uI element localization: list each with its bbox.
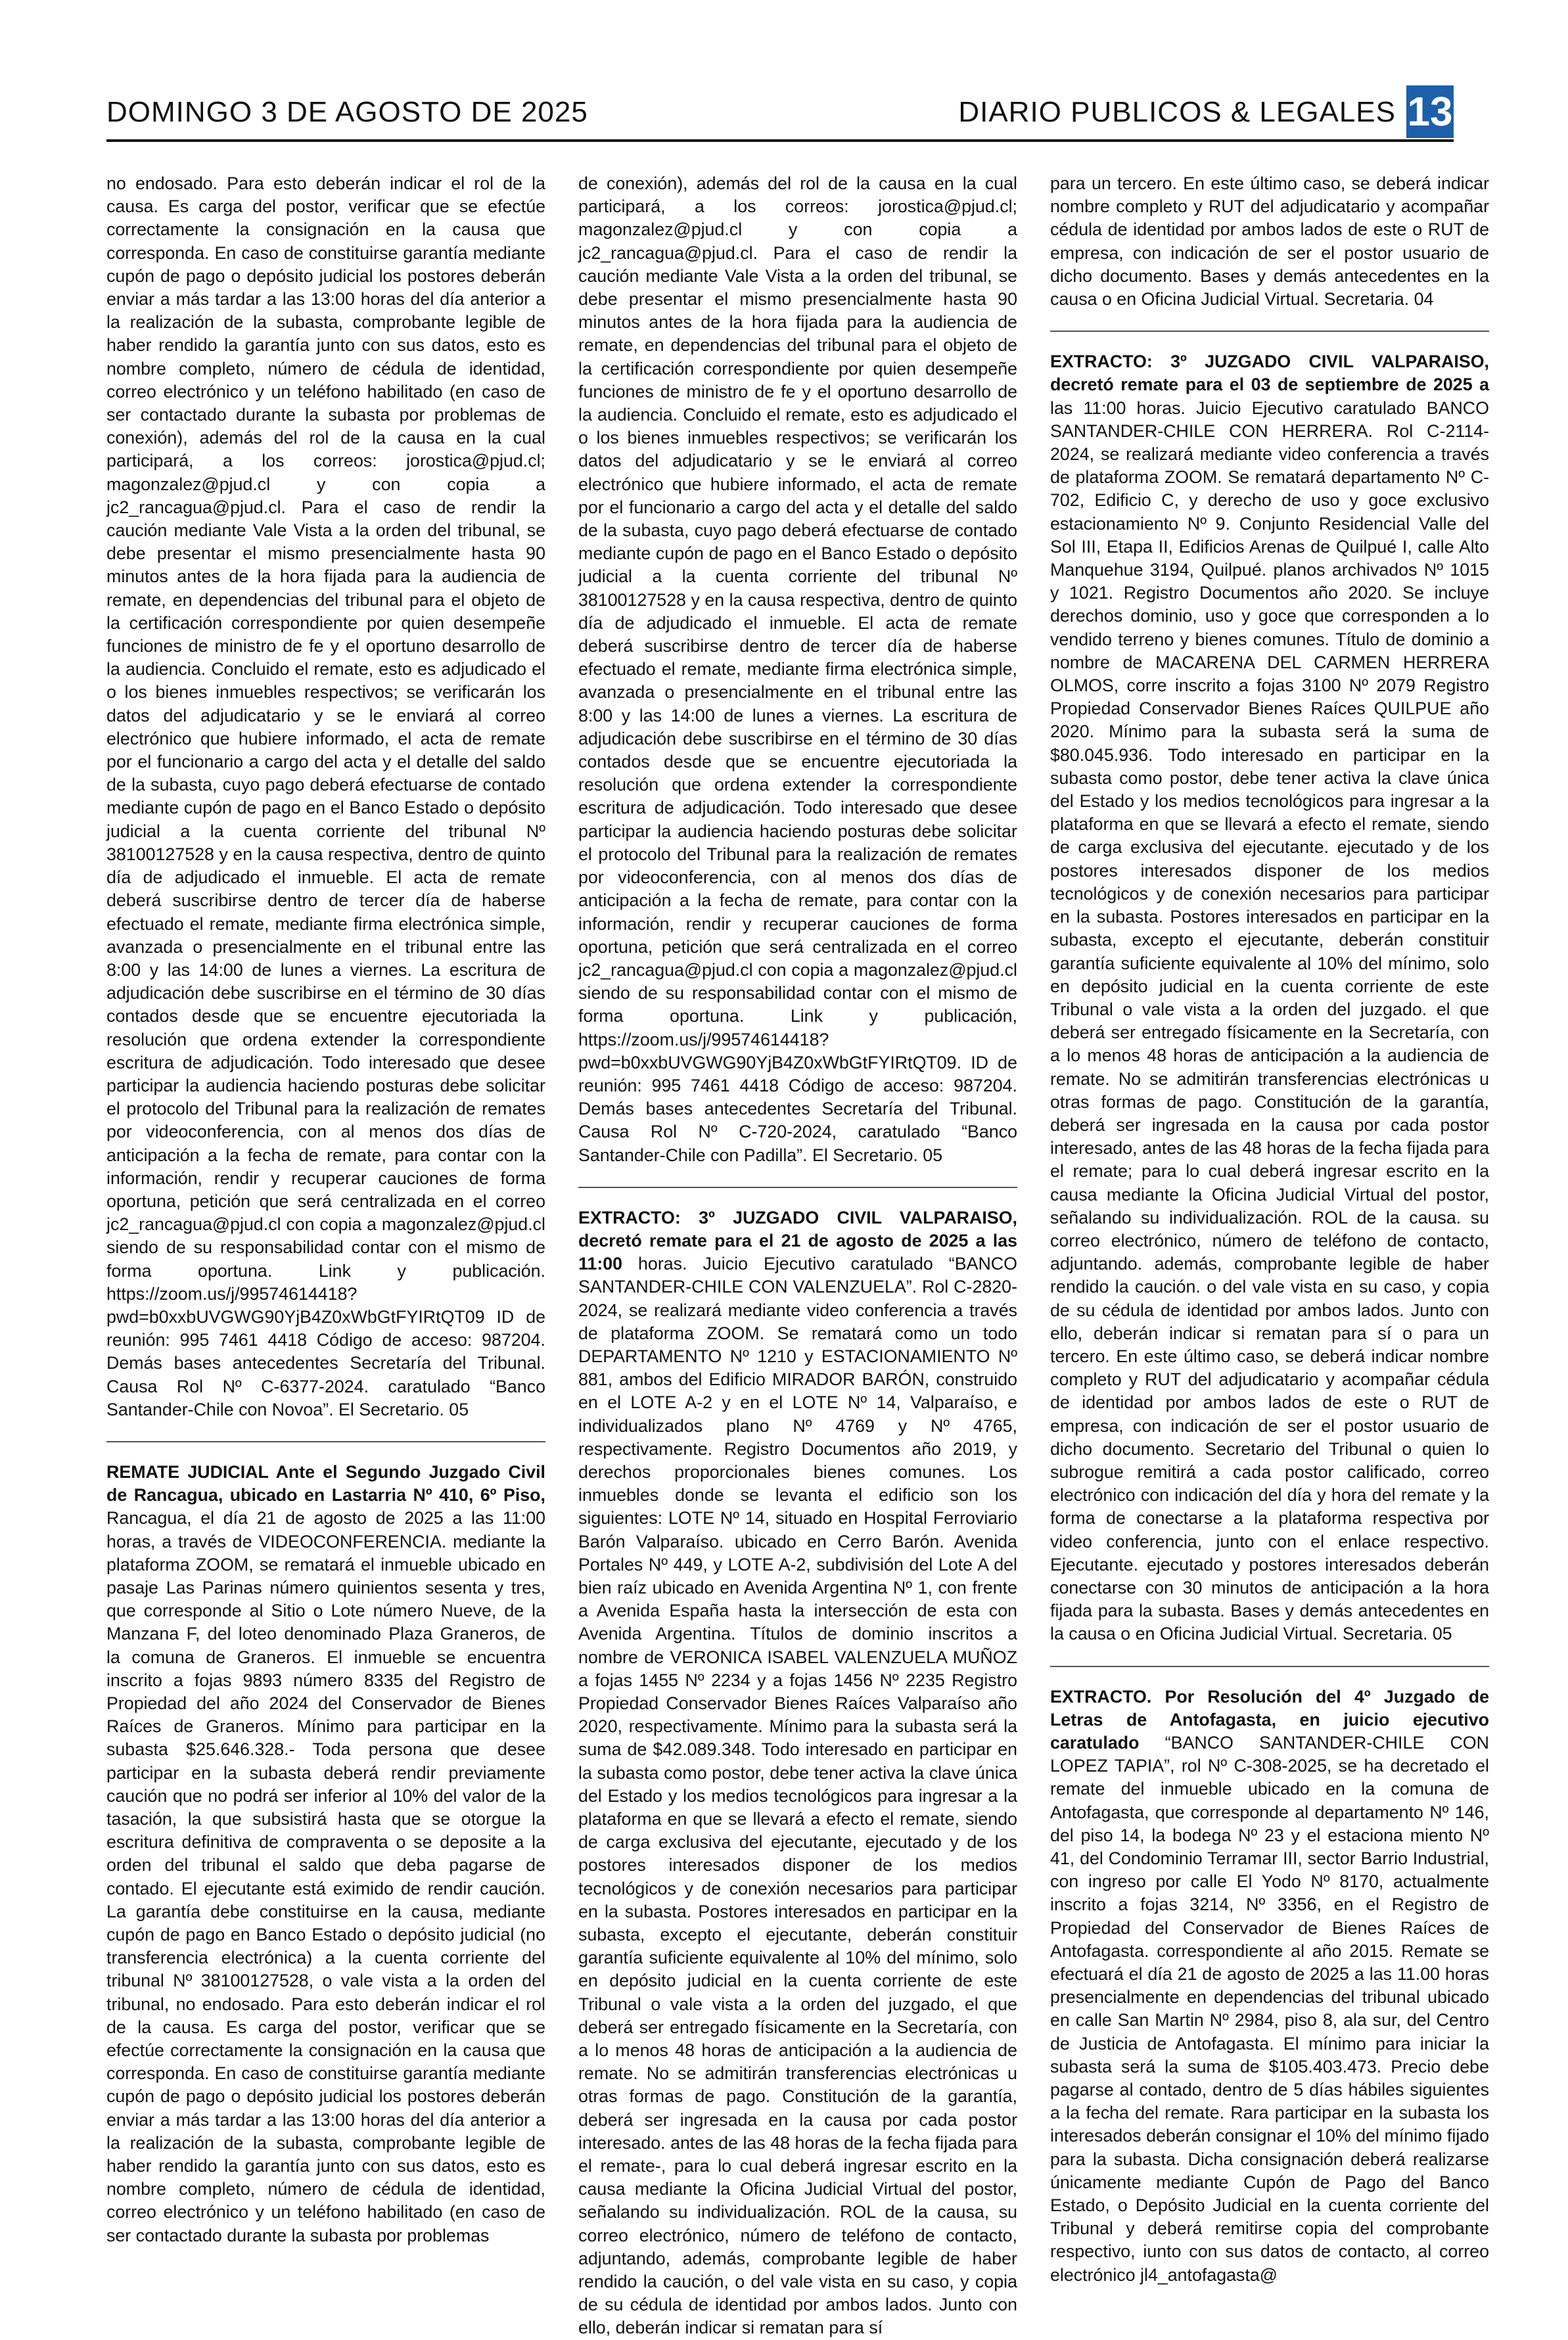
notice-remate-rancagua <box>106 1461 545 2247</box>
header-rule <box>106 139 1454 142</box>
notice-antofagasta-lopez <box>1050 1686 1489 2287</box>
header-right <box>958 85 1454 138</box>
notice-heading: REMATE JUDICIAL Ante el Segundo Juzgado Civil de Rancagua, ubicado en Lastarria Nº 410, 6º Piso, <box>106 1461 545 1505</box>
notice-separator <box>1050 1666 1489 1667</box>
notice-heading: EXTRACTO: 3º JUZGADO CIVIL VALPARAISO, decretó remate para el 21 de agosto de 2025 a las 11:00 <box>578 1207 1017 1274</box>
column-3 <box>1050 172 1489 2285</box>
header-section-title: DIARIO PUBLICOS & LEGALES <box>958 96 1396 128</box>
notice-separator <box>578 1187 1017 1188</box>
column-1 <box>106 172 545 2275</box>
notice-heading: EXTRACTO. Por Resolución del 4º Juzgado de Letras de Antofagasta, en juicio ejecutivo caratulado <box>1050 1686 1489 1753</box>
notice-separator <box>1050 331 1489 332</box>
notice-body: horas. Juicio Ejecutivo caratulado “BANCO SANTANDER-CHILE CON VALENZUELA”. Rol C-2820-2024, se realizará mediante video conferencia a través de plataforma ZOOM. Se rematará como un todo DEPARTAMENTO Nº 1210 y ESTACIONAMIENTO Nº 881, ambos del Edificio MIRADOR BARÓN, construido en el LOTE A-2 y en el LOTE Nº 14, Valparaíso, e individualizados plano Nº 4769 y Nº 4765, respectivamente. Registro Documentos año 2019, y derechos proporcionales bienes comunes. Los inmuebles donde se levanta el edificio son los siguientes: LOTE Nº 14, situado en Hospital Ferroviario Barón Valparaíso. ubicado en Cerro Barón. Avenida Portales Nº 449, y LOTE A-2, subdivisión del Lote A del bien raíz ubicado en Avenida Argentina Nº 1, con frente a Avenida España hasta la intersección de esta con Avenida Argentina. Títulos de dominio inscritos a nombre de VERONICA ISABEL VALENZUELA MUÑOZ a fojas 1455 Nº 2234 y a fojas 1456 Nº 2235 Registro Propiedad Conservador Bienes Raíces Valparaíso año 2020, respectivamente. Mínimo para la subasta será la suma de $42.089.348. Todo interesado en participar en la subasta como postor, debe tener activa la clave única del Estado y los medios tecnológicos para ingresar a la plataforma en que se llevará a efecto el remate, siendo de carga exclusiva del ejecutante, ejecutado y de los postores interesados disponer de los medios tecnológicos y de conexión necesarios para participar en la subasta. Postores interesados en participar en la subasta, excepto el ejecutante, deberán constituir garantía suficiente equivalente al 10% del mínimo, solo en depósito judicial en la cuenta corriente de este Tribunal o vale vista a la orden del juzgado, el que deberá ser entregado físicamente en la Secretaría, con a lo menos 48 horas de anticipación a la audiencia de remate. No se admitirán transferencias electrónicas u otras formas de pago. Constitución de la garantía, deberá ser ingresada en la causa por cada postor interesado. antes de las 48 horas de la fecha fijada para el remate-, para lo cual deberá ingresar escrito en la causa mediante la Oficina Judicial Virtual del postor, señalando su individualización. ROL de la causa, su correo electrónico, número de teléfono de contacto, adjuntando, además, comprobante legible de haber rendido la caución, o del vale vista en su caso, y copia de su cédula de identidad por ambos lados. Junto con ello, deberán indicar si rematan para sí <box>578 1254 1017 2338</box>
notice-valparaiso-herrera <box>1050 350 1489 1645</box>
notice-valparaiso-valenzuela <box>578 1206 1017 2340</box>
notice-continuation: de conexión), además del rol de la causa en la cual participará, a los correos: jorostica@pjud.cl; magonzalez@pjud.cl y con copia a jc2_rancagua@pjud.cl. Para el caso de rendir la caución mediante Vale Vista a la orden del tribunal, se debe presentar el mismo presencialmente hasta 90 minutos antes de la hora fijada para la audiencia de remate, en dependencias del tribunal para el objeto de la certificación correspondiente por quien desempeñe funciones de ministro de fe y el oportuno desarrollo de la audiencia. Concluido el remate, esto es adjudicado el o los bienes inmuebles respectivos; se verificarán los datos del adjudicatario y se le enviará al correo electrónico que hubiere informado, el acta de remate por el funcionario a cargo del acta y el detalle del saldo de la subasta, cuyo pago deberá efectuarse de contado mediante cupón de pago en el Banco Estado o depósito judicial a la cuenta corriente del tribunal Nº 38100127528 y en la causa respectiva, dentro de quinto día de adjudicado el inmueble. El acta de remate deberá suscribirse dentro de tercer día de haberse efectuado el remate, mediante firma electrónica simple, avanzada o presencialmente en el tribunal entre las 8:00 y las 14:00 de lunes a viernes. La escritura de adjudicación debe suscribirse en el término de 30 días contados desde que se encuentre ejecutoriada la resolución que ordena extender la correspondiente escritura de adjudicación. Todo interesado que desee participar la audiencia haciendo posturas debe solicitar el protocolo del Tribunal para la realización de remates por videoconferencia, con al menos dos días de anticipación a la fecha de remate, para contar con la información, rendir y recuperar cauciones de forma oportuna, petición que será centralizada en el correo jc2_rancagua@pjud.cl con copia a magonzalez@pjud.cl siendo de su responsabilidad contar con el mismo de forma oportuna. Link y publicación, https://zoom.us/j/99574614418?pwd=b0xxbUVGWG90YjB4Z0xWbGtFYIRtQT09. ID de reunión: 995 7461 4418 Código de acceso: 987204. Demás bases antecedentes Secretaría del Tribunal. Causa Rol Nº C-720-2024, caratulado “Banco Santander-Chile con Padilla”. El Secretario. 05 <box>578 173 1017 1165</box>
column-2 <box>578 172 1017 2338</box>
notice-body: “BANCO SANTANDER-CHILE CON LOPEZ TAPIA”, rol Nº C-308-2025, se ha decretado el remate del inmueble ubicado en la comuna de Antofagasta, que corresponde al departamento Nº 146, del piso 14, la bodega Nº 23 y el estaciona miento Nº 41, del Condominio Terramar III, sector Barrio Industrial, con ingreso por calle El Yodo Nº 8170, actualmente inscrito a fojas 3214, Nº 3356, en el Registro de Propiedad del Conservador de Bienes Raíces de Antofagasta. correspondiente al año 2015. Remate se efectuará el día 21 de agosto de 2025 a las 11.00 horas presencialmente en dependencias del tribunal ubicado en calle San Martin Nº 2984, piso 8, ala sur, del Centro de Justicia de Antofagasta. El mínimo para iniciar la subasta será la suma de $105.403.473. Precio debe pagarse al contado, dentro de 5 días hábiles siguientes a la fecha del remate. Rara participar en la subasta los interesados deberán consignar el 10% del mínimo fijado para la subasta. Dicha consignación deberá realizarse únicamente mediante Cupón de Pago del Banco Estado, o Depósito Judicial en la cuenta corriente del Tribunal y deberá remitirse copia del comprobante respectivo, iunto con sus datos de contacto, al correo electrónico jl4_antofagasta@ <box>1050 1733 1489 2285</box>
page-number-badge: 13 <box>1406 85 1454 138</box>
page-header <box>106 78 1454 138</box>
notice-continuation: no endosado. Para esto deberán indicar el rol de la causa. Es carga del postor, verificar que se efectúe correctamente la consignación en la causa que corresponda. En caso de constituirse garantía mediante cupón de pago o depósito judicial los postores deberán enviar a más tardar a las 13:00 horas del día anterior a la realización de la subasta, comprobante legible de haber rendido la garantía junto con sus datos, esto es nombre completo, número de cédula de identidad, correo electrónico y un teléfono habilitado (en caso de ser contactado durante la subasta por problemas de conexión), además del rol de la causa en la cual participará, a los correos: jorostica@pjud.cl; magonzalez@pjud.cl y con copia a jc2_rancagua@pjud.cl. Para el caso de rendir la caución mediante Vale Vista a la orden del tribunal, se debe presentar el mismo presencialmente hasta 90 minutos antes de la hora fijada para la audiencia de remate, en dependencias del tribunal para el objeto de la certificación correspondiente por quien desempeñe funciones de ministro de fe y el oportuno desarrollo de la audiencia. Concluido el remate, esto es adjudicado el o los bienes inmuebles respectivos; se verificarán los datos del adjudicatario y se le enviará al correo electrónico que hubiere informado, el acta de remate por el funcionario a cargo del acta y el detalle del saldo de la subasta, cuyo pago deberá efectuarse de contado mediante cupón de pago en el Banco Estado o depósito judicial a la cuenta corriente del tribunal Nº 38100127528 y en la causa respectiva, dentro de quinto día de adjudicado el inmueble. El acta de remate deberá suscribirse dentro de tercer día de haberse efectuado el remate, mediante firma electrónica simple, avanzada o presencialmente en el tribunal entre las 8:00 y las 14:00 de lunes a viernes. La escritura de adjudicación debe suscribirse en el término de 30 días contados desde que se encuentre ejecutoriada la resolución que ordena extender la correspondiente escritura de adjudicación. Todo interesado que desee participar la audiencia haciendo posturas debe solicitar el protocolo del Tribunal para la realización de remates por videoconferencia, con al menos dos días de anticipación a la fecha de remate, para contar con la información, rendir y recuperar cauciones de forma oportuna, petición que será centralizada en el correo jc2_rancagua@pjud.cl con copia a magonzalez@pjud.cl siendo de su responsabilidad contar con el mismo de forma oportuna. Link y publicación. https://zoom.us/j/99574614418?pwd=b0xxbUVGWG90YjB4Z0xWbGtFYIRtQT09 ID de reunión: 995 7461 4418 Código de acceso: 987204. Demás bases antecedentes Secretaría del Tribunal. Causa Rol Nº C-6377-2024. caratulado “Banco Santander-Chile con Novoa”. El Secretario. 05 <box>106 173 545 1419</box>
header-date: DOMINGO 3 DE AGOSTO DE 2025 <box>106 96 588 128</box>
notice-body: las 11:00 horas. Juicio Ejecutivo caratulado BANCO SANTANDER-CHILE CON HERRERA. Rol C-2114-2024, se realizará mediante video conferencia a través de plataforma ZOOM. Se rematará departamento Nº C-702, Edificio C, y derecho de uso y goce exclusivo estacionamiento Nº 9. Conjunto Residencial Valle del Sol III, Etapa II, Edificios Arenas de Quilpué I, calle Alto Manquehue 3194, Quilpué. planos archivados Nº 1015 y 1021. Registro Documentos año 2020. Se incluye derechos dominio, uso y goce que corresponden a lo vendido terreno y bienes comunes. Título de dominio a nombre de MACARENA DEL CARMEN HERRERA OLMOS, corre inscrito a fojas 3100 Nº 2079 Registro Propiedad Conservador Bienes Raíces QUILPUE año 2020. Mínimo para la subasta será la suma de $80.045.936. Todo interesado en participar en la subasta como postor, debe tener activa la clave única del Estado y los medios tecnológicos para ingresar a la plataforma en que se llevará a efecto el remate, siendo de carga exclusiva del ejecutante. ejecutado y de los postores interesados disponer de los medios tecnológicos y de conexión necesarios para participar en la subasta. Postores interesados en participar en la subasta, excepto el ejecutante, deberán constituir garantía suficiente equivalente al 10% del mínimo, solo en depósito judicial en la cuenta corriente de este Tribunal o vale vista a la orden del juzgado. el que deberá ser entregado físicamente en la Secretaría, con a lo menos 48 horas de anticipación a la audiencia de remate. No se admitirán transferencias electrónicas u otras formas de pago. Constitución de la garantía, deberá ser ingresada en la causa por cada postor interesado, antes de las 48 horas de la fecha fijada para el remate; para lo cual deberá ingresar escrito en la causa mediante la Oficina Judicial Virtual del postor, señalando su individualización. ROL de la causa. su correo electrónico, número de teléfono de contacto, adjuntando. además, comprobante legible de haber rendido la caución. o del vale vista en su caso, y copia de su cédula de identidad por ambos lados. Junto con ello, deberán indicar si rematan para sí o para un tercero. En este último caso, se deberá indicar nombre completo y RUT del adjudicatario y acompañar cédula de identidad por ambos lados de este o RUT de empresa, con indicación de ser el postor usuario de dicho documento. Secretario del Tribunal o quien lo subrogue remitirá a cada postor calificado, correo electrónico con indicación del día y hora del remate y la forma de conectarse a la plataforma respectiva por video conferencia, junto con el enlace respectivo. Ejecutante. ejecutado y postores interesados deberán conectarse con 30 minutos de anticipación a la hora fijada para la subasta. Bases y demás antecedentes en la causa o en Oficina Judicial Virtual. Secretaria. 05 <box>1050 398 1489 1644</box>
notice-heading: EXTRACTO: 3º JUZGADO CIVIL VALPARAISO, decretó remate para el 03 de septiembre de 2025 a <box>1050 352 1489 395</box>
notice-continuation: para un tercero. En este último caso, se deberá indicar nombre completo y RUT del adjudicatario y acompañar cédula de identidad por ambos lados de este o RUT de empresa, con indicación de ser el postor usuario de dicho documento. Bases y demás antecedentes en la causa o en Oficina Judicial Virtual. Secretaria. 04 <box>1050 173 1489 310</box>
notice-body: Rancagua, el día 21 de agosto de 2025 a las 11:00 horas, a través de VIDEOCONFERENCIA. mediante la plataforma ZOOM, se rematará el inmueble ubicado en pasaje Las Parinas número quinientos sesenta y tres, que corresponde al Sitio o Lote número Nueve, de la Manzana F, del loteo denominado Plaza Graneros, de la comuna de Graneros. El inmueble se encuentra inscrito a fojas 9893 número 8335 del Registro de Propiedad del año 2024 del Conservador de Bienes Raíces de Graneros. Mínimo para participar en la subasta $25.646.328.- Toda persona que desee participar en la subasta deberá rendir previamente caución que no podrá ser inferior al 10% del valor de la tasación, la que subsistirá hasta que se otorgue la escritura definitiva de compraventa o se deposite a la orden del tribunal el saldo que deba pagarse de contado. El ejecutante está eximido de rendir caución. La garantía debe constituirse en la causa, mediante cupón de pago en Banco Estado o depósito judicial (no transferencia electrónica) a la cuenta corriente del tribunal Nº 38100127528, o vale vista a la orden del tribunal, no endosado. Para esto deberán indicar el rol de la causa. Es carga del postor, verificar que se efectúe correctamente la consignación en la causa que corresponda. En caso de constituirse garantía mediante cupón de pago o depósito judicial los postores deberán enviar a más tardar a las 13:00 horas del día anterior a la realización de la subasta, comprobante legible de haber rendido la garantía junto con sus datos, esto es nombre completo, número de cédula de identidad, correo electrónico y un teléfono habilitado (en caso de ser contactado durante la subasta por problemas <box>106 1508 545 2245</box>
notice-separator <box>106 1441 545 1442</box>
